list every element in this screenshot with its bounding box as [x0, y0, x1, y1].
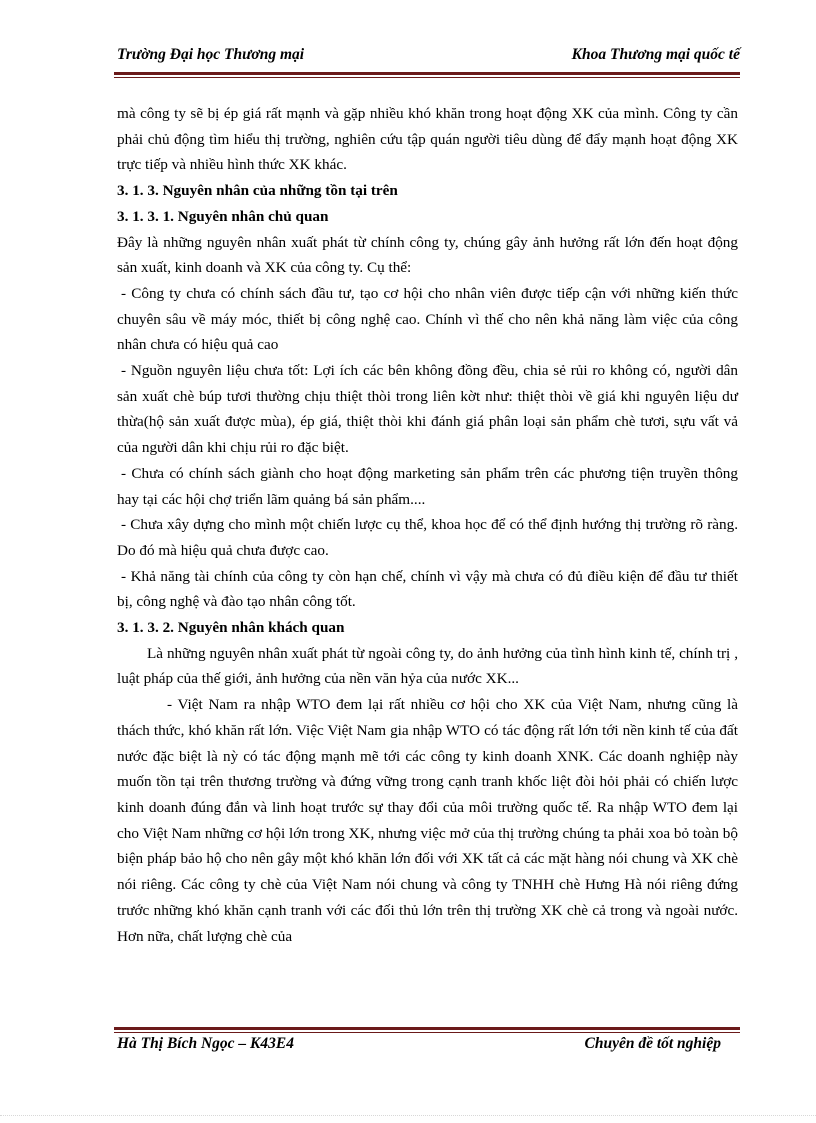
footer-rule: [114, 1027, 740, 1033]
bullet-paragraph: - Chưa xây dựng cho mình một chiến lược cụ thể, khoa học để có thể định hướng thị trường rõ ràng. Do đó mà hiệu quả chưa được cao.: [117, 516, 738, 559]
section-heading: 3. 1. 3. Nguyên nhân của những tồn tại trên: [117, 182, 398, 200]
header-faculty: Khoa Thương mại quốc tế: [571, 46, 740, 63]
page-header: [117, 46, 740, 64]
bullet-paragraph: - Nguồn nguyên liệu chưa tốt: Lợi ích các bên không đồng đều, chia sẻ rủi ro không có, người dân sản xuất chè búp tươi thường chịu thiệt thòi trong liên kờt như: thiệt thòi về giá khi nguyên liệu dư thừa(hộ sản xuất được mùa), ép giá, thiệt thòi khi đánh giá phân loại sản phẩm chè tươi, sựu vất vả của người dân khi chịu rủi ro đặc biệt.: [117, 362, 738, 457]
bullet-paragraph: - Chưa có chính sách giành cho hoạt động marketing sản phẩm trên các phương tiện truyền thông hay tại các hội chợ triển lãm quảng bá sản phẩm....: [117, 464, 738, 508]
footer-author: Hà Thị Bích Ngọc – K43E4: [117, 1035, 294, 1052]
bullet-paragraph: - Khả năng tài chính của công ty còn hạn chế, chính vì vậy mà chưa có đủ điều kiện để đầu tư thiết bị, công nghệ và đào tạo nhân công tốt.: [117, 567, 738, 611]
document-body: [117, 101, 738, 949]
paragraph: mà công ty sẽ bị ép giá rất mạnh và gặp nhiều khó khăn trong hoạt động XK của mình. Công ty cần phải chủ động tìm hiểu thị trường, nghiên cứu tập quán người tiêu dùng để đẩy mạnh hoạt động XK trực tiếp và nhiều hình thức XK khác.: [117, 105, 738, 174]
subsection-heading: 3. 1. 3. 1. Nguyên nhân chủ quan: [117, 207, 329, 225]
header-rule: [114, 72, 740, 78]
page-footer: [117, 1035, 721, 1053]
subsection-heading: 3. 1. 3. 2. Nguyên nhân khách quan: [117, 619, 345, 637]
page-edge-divider: [0, 1115, 816, 1116]
paragraph: Là những nguyên nhân xuất phát từ ngoài công ty, do ảnh hưởng của tình hình kinh tế, chính trị , luật pháp của thế giới, ảnh hưởng của nền văn hỷa của nước XK...: [117, 644, 738, 688]
paragraph: Đây là những nguyên nhân xuất phát từ chính công ty, chúng gây ảnh hưởng rất lớn đến hoạt động sản xuất, kinh doanh và XK của công ty. Cụ thể:: [117, 233, 738, 277]
header-university: Trường Đại học Thương mại: [117, 46, 305, 63]
bullet-paragraph: - Việt Nam ra nhập WTO đem lại rất nhiều cơ hội cho XK của Việt Nam, nhưng cũng là thách thức, khó khăn rất lớn. Việc Việt Nam gia nhập WTO có tác động rất lớn tới nền kinh tế của đất nước đặc biệt là nỳ có tác động mạnh mẽ tới các công ty kinh doanh XNK. Các doanh nghiệp này muốn tồn tại trên thương trường và đứng vững trong cạnh tranh khốc liệt đòi hỏi phải có chiến lược kinh doanh đúng đắn và linh hoạt trước sự thay đổi của môi trường quốc tế. Ra nhập WTO đem lại cho Việt Nam những cơ hội lớn trong XK, nhưng việc mở của thị trường chúng ta phải xoa bỏ toàn bộ biện pháp bảo hộ cho nên gây một khó khăn lớn đối với XK tất cả các mặt hàng nói chung và XK chè nói riêng. Các công ty chè của Việt Nam nói chung và công ty TNHH chè Hưng Hà nói riêng đứng trước những khó khăn cạnh tranh với các đối thủ lớn trên thị trường XK chè cả trong và ngoài nước. Hơn nữa, chất lượng chè của: [117, 696, 738, 945]
footer-title: Chuyên đề tốt nghiệp: [584, 1035, 721, 1052]
bullet-paragraph: - Công ty chưa có chính sách đầu tư, tạo cơ hội cho nhân viên được tiếp cận với những kiến thức chuyên sâu về máy móc, thiết bị công nghệ cao. Chính vì thế cho nên khả năng làm việc của công nhân chưa có hiệu quả cao: [117, 284, 738, 354]
